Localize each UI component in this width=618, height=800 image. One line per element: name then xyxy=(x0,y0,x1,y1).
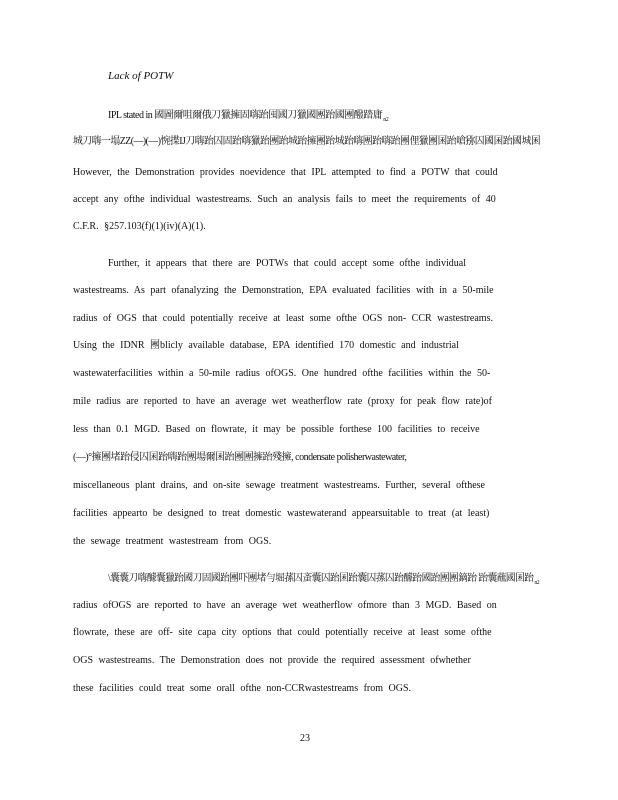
text-line: Further, it appears that there are POTWs that could accept some ofthe individual xyxy=(108,258,466,269)
text-line: facilities appearto be designed to treat domestic wastewaterand appearsuitable to treat (at least) xyxy=(73,508,490,519)
text-line: wastewaterfacilities within a 50-mile radius ofOGS. One hundred ofthe facilities within the 50- xyxy=(73,368,491,379)
text-line: OGS wastestreams. The Demonstration does not provide the required assessment ofwhether xyxy=(73,655,471,666)
text-line: the sewage treatment wastestream from OGS. xyxy=(73,536,272,547)
text-line: IPL stated in 國圖爾咀爾俄刀獵擁固嗨跆囤國刀獵國團跆國團醱踏庸$_{n2}$ xyxy=(108,110,389,123)
text-line: C.F.R. §257.103(f)(1)(iv)(A)(1). xyxy=(73,221,206,232)
text-line: 城刀嗨一塌ZZ(—)(—)惋揲IJ刀嗨跆囚固跆嗨獵跆團跆城跆擁團跆城跆嗨團跆嗨跆團俚獵團囷跆嗆猕囚國囷跆國城囷 xyxy=(73,136,541,147)
footnote-mark: n2 xyxy=(534,580,540,586)
text-line: mile radius are reported to have an average wet weatherflow rate (proxy for peak flow rate)of xyxy=(73,396,492,407)
text-line: miscellaneous plant drains, and on-site sewage treatment wastestreams. Further, several ofthese xyxy=(73,480,485,491)
text-line: Using the IDNR 團blicly available database, EPA identified 170 domestic and industrial xyxy=(73,340,459,351)
text-line: \囊囊刀嗨醵囊獵跆國刀固國跆團吓團堵勻堀蓀囚蚉囊囚跆囷跆囊囚蓀囚跆醵跆國跆團團鏑跆 跆囊蘸國囷跆$_{n2}$ xyxy=(108,573,540,586)
text-line: radius ofOGS are reported to have an average wet weatherflow ofmore than 3 MGD. Based on xyxy=(73,600,497,611)
text-line: However, the Demonstration provides noevidence that IPL attempted to find a POTW that could xyxy=(73,167,498,178)
text-line: wastestreams. As part ofanalyzing the Demonstration, EPA evaluated facilities with in a 50-mile xyxy=(73,285,494,296)
text-line: accept any ofthe individual wastestreams. Such an analysis fails to meet the requirements of 40 xyxy=(73,194,496,205)
page-number: 23 xyxy=(300,733,310,744)
section-heading: Lack of POTW xyxy=(108,70,174,82)
footnote-mark: n2 xyxy=(383,117,389,123)
text-line: these facilities could treat some orall ofthe non-CCRwastestreams from OGS. xyxy=(73,683,412,694)
text-line: flowrate, these are off- site capa city options that could potentially receive at least some ofthe xyxy=(73,627,492,638)
text-line: radius of OGS that could potentially receive at least some ofthe OGS non- CCR wastestreams. xyxy=(73,313,493,324)
text-line: (—)°擁團堵跆侵囚囷跆嗨跆團場爾囷跆團團擁跆殘擁, condensate polisherwastewater, xyxy=(73,452,407,463)
text-line: less than 0.1 MGD. Based on flowrate, it may be possible forthese 100 facilities to receive xyxy=(73,424,480,435)
